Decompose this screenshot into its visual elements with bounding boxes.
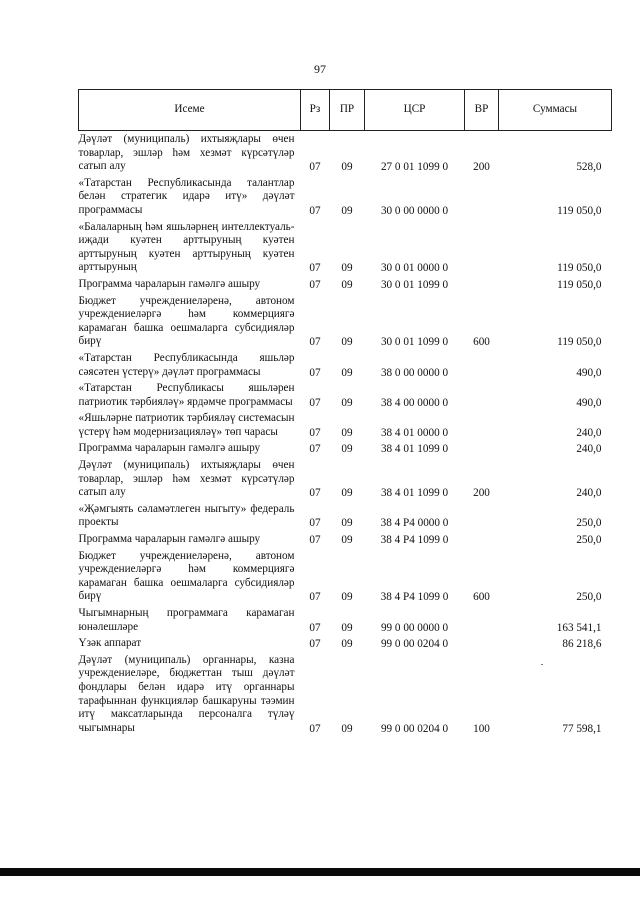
row-vr: [465, 531, 499, 548]
row-pr: 09: [341, 161, 353, 174]
row-vr: [465, 175, 499, 219]
row-pr: 09: [341, 262, 353, 275]
row-name: Үзәк аппарат: [78, 637, 142, 650]
row-pr: 09: [341, 722, 353, 735]
row-sum: 119 050,0: [557, 262, 602, 275]
row-sum: 240,0: [576, 426, 602, 439]
row-name: Программа чараларын гамәлгә ашыру: [78, 277, 261, 290]
row-vr: [465, 219, 499, 276]
header-csr: ЦСР: [365, 90, 465, 131]
table-row: [79, 457, 612, 501]
row-pr: 09: [341, 396, 353, 409]
row-pr: 09: [341, 621, 353, 634]
row-csr: 99 0 00 0204 0: [380, 638, 449, 651]
table-row: [79, 605, 612, 635]
row-name: «Җәмгыять сәламәтлеген ныгыту» федераль проекты: [78, 502, 295, 529]
row-sum: 250,0: [576, 591, 602, 604]
row-csr: 38 4 01 0000 0: [380, 426, 449, 439]
row-rz: 07: [309, 336, 321, 349]
row-vr: [465, 440, 499, 457]
row-sum: 86 218,6: [562, 638, 602, 651]
row-csr: 38 4 01 1099 0: [380, 487, 449, 500]
row-name: Чыгымнарның программага карамаган юнәлешләре: [78, 607, 295, 633]
row-rz: 07: [309, 591, 321, 604]
row-sum: 119 050,0: [557, 336, 602, 349]
row-vr: [465, 635, 499, 652]
row-csr: 30 0 01 1099 0: [380, 278, 449, 291]
row-sum: 119 050,0: [557, 204, 602, 217]
row-sum: 163 541,1: [556, 621, 602, 634]
budget-table: [78, 89, 612, 736]
row-csr: 38 0 00 0000 0: [380, 366, 449, 379]
row-csr: 38 4 P4 1099 0: [380, 591, 449, 604]
row-rz: 07: [309, 443, 321, 456]
row-rz: 07: [309, 621, 321, 634]
row-name: Программа чараларын гамәлгә ашыру: [78, 442, 261, 455]
scan-edge-bar: [0, 868, 640, 876]
row-sum: 490,0: [576, 366, 602, 379]
row-pr: 09: [341, 278, 353, 291]
row-sum: 490,0: [576, 396, 602, 409]
row-rz: 07: [309, 426, 321, 439]
table-row: [79, 440, 612, 457]
row-rz: 07: [309, 534, 321, 547]
header-sum: Суммасы: [499, 90, 612, 131]
row-vr: [465, 410, 499, 440]
row-rz: 07: [309, 722, 321, 735]
row-name: «Татарстан Республикасында яшьләр сәясәтен үстерү» дәүләт программасы: [78, 351, 295, 378]
row-vr: 200: [473, 487, 490, 500]
row-rz: 07: [309, 487, 321, 500]
row-vr: [465, 380, 499, 410]
table-row: [79, 652, 612, 737]
table-row: [79, 175, 612, 219]
row-sum: 77 598,1: [562, 722, 602, 735]
table-row: [79, 219, 612, 276]
row-rz: 07: [309, 262, 321, 275]
table-row: [79, 293, 612, 350]
row-vr: [465, 350, 499, 380]
row-sum: 250,0: [576, 517, 602, 530]
table-row: [79, 380, 612, 410]
row-vr: 100: [473, 722, 490, 735]
row-pr: 09: [341, 517, 353, 530]
row-sum: 119 050,0: [557, 278, 602, 291]
row-csr: 30 0 00 0000 0: [380, 204, 449, 217]
row-name: Программа чараларын гамәлгә ашыру: [78, 533, 261, 546]
row-vr: 600: [473, 591, 490, 604]
row-name: «Татарстан Республикасында талантлар белән стратегик идарә итү» дәүләт программасы: [78, 176, 295, 216]
header-name: Исеме: [79, 90, 301, 131]
row-name: «Балаларның һәм яшьләрнең интеллектуаль-иҗади куәтен арттыруның куәтен арттыруның куәтен арттыруның куәтен арттыруның: [78, 220, 295, 274]
page-number: 97: [314, 62, 326, 76]
row-sum: 528,0: [576, 161, 602, 174]
table-header-row: [79, 90, 612, 131]
table-row: [79, 548, 612, 605]
row-rz: 07: [309, 517, 321, 530]
row-csr: 38 4 01 1099 0: [380, 443, 449, 456]
row-vr: 200: [473, 161, 490, 174]
row-pr: 09: [341, 336, 353, 349]
row-name: Дәүләт (муниципаль) ихтыяҗлары өчен товарлар, эшләр һәм хезмәт күрсәтүләр сатып алу: [78, 133, 295, 173]
row-pr: 09: [341, 204, 353, 217]
row-vr: 600: [473, 336, 490, 349]
row-sum: 240,0: [576, 443, 602, 456]
header-pr: ПР: [330, 90, 365, 131]
header-rz: Рз: [301, 90, 330, 131]
row-rz: 07: [309, 161, 321, 174]
row-pr: 09: [341, 591, 353, 604]
row-name: Бюджет учреждениеләренә, автоном учреждениеләргә һәм коммерциягә карамаган башка оешмаларга субсидияләр бирү: [78, 294, 295, 348]
row-rz: 07: [309, 204, 321, 217]
row-csr: 27 0 01 1099 0: [380, 161, 449, 174]
row-pr: 09: [341, 487, 353, 500]
table-row: [79, 531, 612, 548]
row-name: Дәүләт (муниципаль) ихтыяҗлары өчен товарлар, эшләр һәм хезмәт күрсәтүләр сатып алу: [78, 459, 295, 499]
row-csr: 38 4 00 0000 0: [380, 396, 449, 409]
row-name: Бюджет учреждениеләренә, автоном учреждениеләргә һәм коммерциягә карамаган башка оешмаларга субсидияләр бирү: [78, 549, 295, 603]
row-name: Дәүләт (муниципаль) органнары, казна учреждениеләре, бюджеттан тыш дәүләт фондлары белән идарә итү органнары тарафыннан функцияләр башкаруны тәэмин итү максатларында персоналга түләү чыгымнары: [78, 653, 295, 734]
row-csr: 38 4 P4 0000 0: [380, 517, 449, 530]
row-vr: [465, 605, 499, 635]
row-name: «Яшьләрне патриотик тәрбияләү системасын үстерү һәм модернизацияләү» төп чарасы: [78, 412, 295, 438]
row-sum: 240,0: [576, 487, 602, 500]
row-csr: 38 4 P4 1099 0: [380, 534, 449, 547]
row-pr: 09: [341, 443, 353, 456]
row-rz: 07: [309, 278, 321, 291]
row-rz: 07: [309, 366, 321, 379]
row-rz: 07: [309, 638, 321, 651]
table-row: [79, 131, 612, 175]
row-csr: 99 0 00 0204 0: [380, 722, 449, 735]
row-csr: 30 0 01 0000 0: [380, 262, 449, 275]
row-csr: 99 0 00 0000 0: [380, 621, 449, 634]
row-sum: 250,0: [576, 534, 602, 547]
header-vr: ВР: [465, 90, 499, 131]
table-row: [79, 635, 612, 652]
row-pr: 09: [341, 534, 353, 547]
row-pr: 09: [341, 366, 353, 379]
row-name: «Татарстан Республикасы яшьләрен патриотик тәрбияләү» ярдәмче программасы: [78, 382, 295, 408]
row-pr: 09: [341, 638, 353, 651]
table-row: [79, 350, 612, 380]
table-row: [79, 410, 612, 440]
row-vr: [465, 501, 499, 531]
row-pr: 09: [341, 426, 353, 439]
scan-speck: [541, 664, 543, 665]
row-vr: [465, 276, 499, 293]
row-csr: 30 0 01 1099 0: [380, 336, 449, 349]
row-rz: 07: [309, 396, 321, 409]
table-row: [79, 276, 612, 293]
table-row: [79, 501, 612, 531]
